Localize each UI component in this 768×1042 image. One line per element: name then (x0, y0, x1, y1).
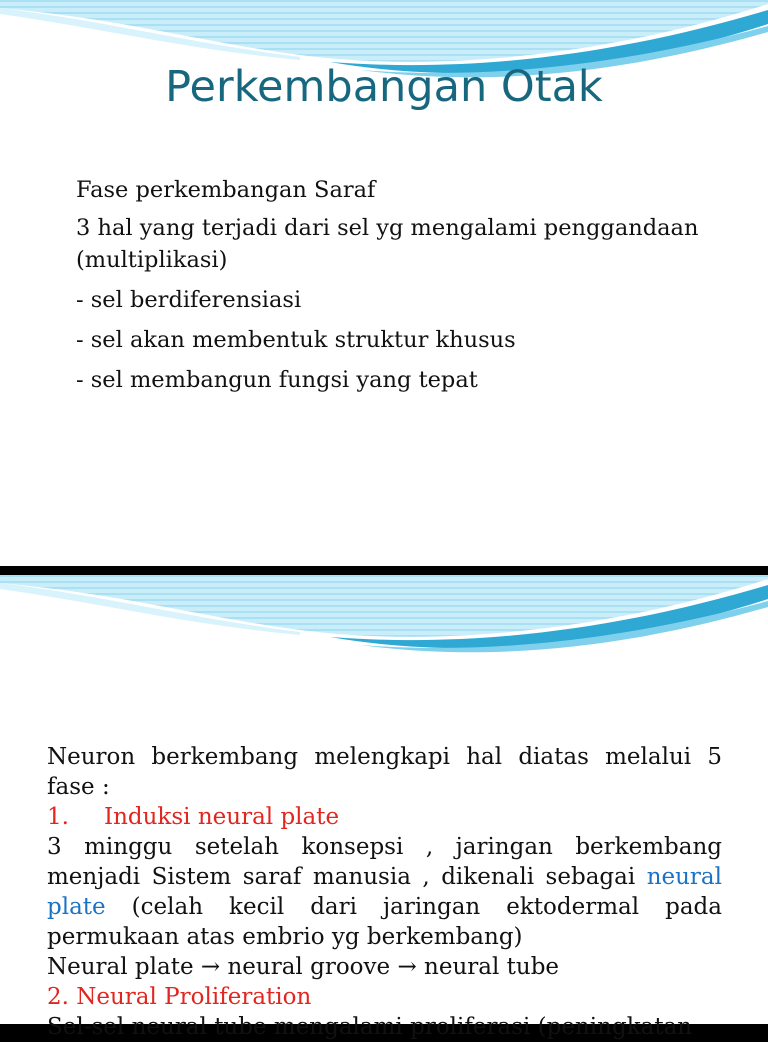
arrow-icon: → (397, 954, 417, 980)
list-item: - sel membangun fungsi yang tepat (76, 367, 478, 393)
phase-2-text: Sel-sel neural tube mengalami proliferasi (peningkatan (47, 1014, 693, 1040)
stage-label: Neural plate (47, 954, 194, 980)
stage-sequence (47, 952, 722, 982)
list-item: - sel berdiferensiasi (76, 287, 302, 313)
phase-number: 1. (47, 804, 69, 830)
description-text: 3 minggu setelah konsepsi , jaringan berkembang menjadi Sistem saraf manusia , dikenali sebagai (47, 834, 722, 890)
slide-1-body (76, 172, 746, 404)
phase-2-heading: 2. Neural Proliferation (47, 984, 312, 1010)
arrow-icon: → (200, 954, 221, 980)
list-item: - sel akan membentuk struktur khusus (76, 327, 516, 353)
phase-title: Induksi neural plate (104, 804, 340, 830)
subheading: Fase perkembangan Saraf (76, 177, 376, 203)
phase-1-description (47, 832, 722, 952)
neural-plate-highlight: neural plate (47, 864, 722, 920)
slide-2 (0, 575, 768, 1040)
slide-title: Perkembangan Otak (165, 62, 603, 112)
slide-2-body (47, 742, 722, 1042)
wave-banner (0, 575, 768, 685)
intro-text: 3 hal yang terjadi dari sel yg mengalami penggandaan (multiplikasi) (76, 215, 699, 273)
intro-text: Neuron berkembang melengkapi hal diatas melalui 5 fase : (47, 744, 722, 800)
stage-label: neural tube (424, 954, 560, 980)
stage-label: neural groove (227, 954, 391, 980)
phase-1-heading (47, 802, 722, 832)
description-text-end: (celah kecil dari jaringan ektodermal pada permukaan atas embrio yg berkembang) (47, 894, 722, 950)
